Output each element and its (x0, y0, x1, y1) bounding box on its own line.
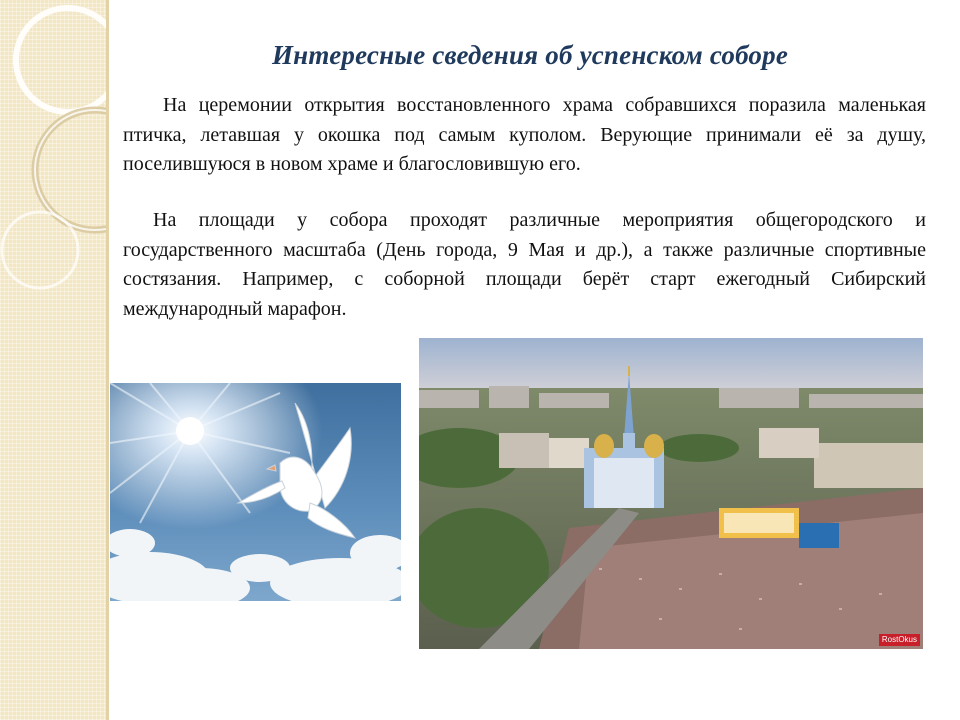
watermark-badge: RostOkus (879, 634, 920, 646)
cathedral-square-illustration (419, 338, 923, 649)
decorative-side-strip (0, 0, 106, 720)
decorative-rings (0, 0, 106, 720)
side-strip-edge (106, 0, 109, 720)
paragraph-bird-story: На церемонии открытия восстановленного храма собравшихся поразила маленькая птичка, летавшая у окошка под самым куполом. Верующие принимали её за душу, поселившуюся в новом храме и благословившую его. (123, 94, 926, 175)
dove-photo (110, 383, 401, 601)
slide-title: Интересные сведения об успенском соборе (271, 40, 788, 70)
dove-illustration (110, 383, 401, 601)
cathedral-square-photo (419, 338, 923, 649)
paragraph-square-events: На площади у собора проходят различные мероприятия общегородского и государственного масштаба (День города, 9 Мая и др.), а также различные спортивные состязания. Например, с соборной площади берёт старт ежегодный Сибирский международный марафон. (123, 209, 926, 320)
